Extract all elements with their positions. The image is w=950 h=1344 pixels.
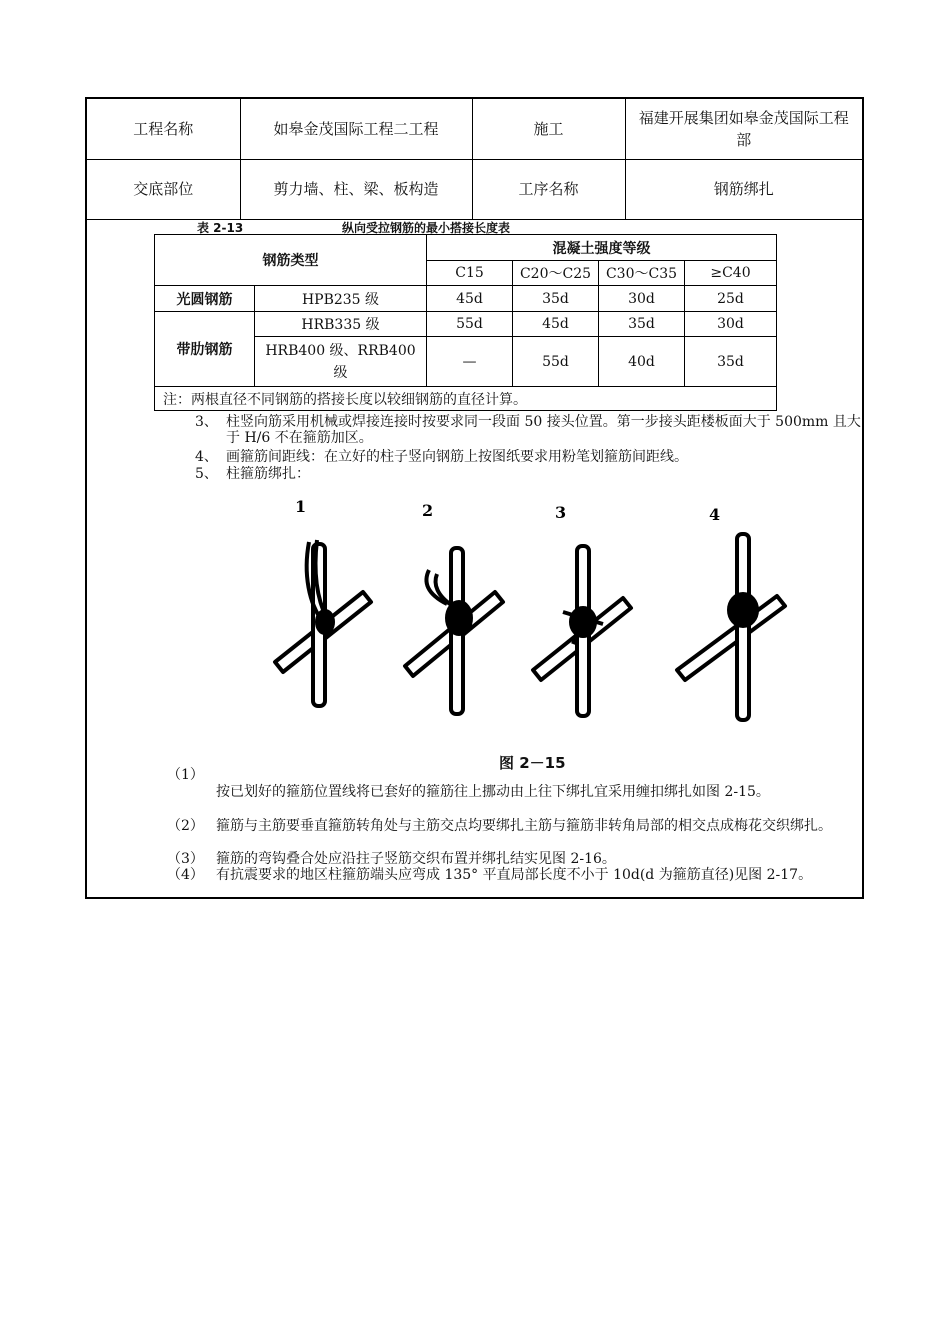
grade-cell: ≥C40: [685, 261, 777, 286]
steel-grade: HPB235 级: [255, 286, 427, 312]
construction-value: 福建开展集团如皋金茂国际工程部: [625, 99, 862, 159]
tie-4-icon: [677, 534, 785, 720]
project-name-label: 工程名称: [87, 99, 240, 159]
value-cell: 45d: [427, 286, 513, 312]
step-text: 柱箍筋绑扎：: [226, 466, 310, 482]
paragraph-number: （3）: [167, 851, 204, 867]
value-cell: 30d: [599, 286, 685, 312]
paragraph-number: （4）: [167, 867, 204, 883]
header-table: [87, 99, 862, 220]
step-text: 画箍筋间距线：在立好的柱子竖向钢筋上按图纸要求用粉笔划箍筋间距线。: [226, 449, 688, 465]
part-value: 剪力墙、柱、梁、板构造: [240, 159, 472, 219]
tie-illustration: [257, 494, 797, 774]
paragraph-text: 箍筋的弯钩叠合处应沿拄子竖筋交织布置并绑扎结实见图 2-16。: [216, 851, 616, 867]
table-title: 纵向受拉钢筋的最小搭接长度表: [342, 221, 511, 235]
grade-cell: C30～C35: [599, 261, 685, 286]
value-cell: 35d: [685, 337, 777, 387]
step-number: 3、: [195, 414, 218, 430]
table-number: 表 2-13: [197, 221, 244, 235]
document-frame: [85, 97, 864, 899]
figure-caption: 图 2－15: [499, 754, 566, 772]
grade-cell: C15: [427, 261, 513, 286]
figure-label: 3: [555, 503, 567, 522]
value-cell: 25d: [685, 286, 777, 312]
paragraph-number: （1）: [167, 767, 204, 783]
paragraph-text: 箍筋与主筋要垂直箍筋转角处与主筋交点均要绑扎主筋与箍筋非转角局部的相交点成梅花交织绑扎。: [216, 818, 832, 834]
step-number: 5、: [195, 466, 218, 482]
value-cell: 30d: [685, 312, 777, 337]
value-cell: 35d: [599, 312, 685, 337]
paragraph-number: （2）: [167, 818, 204, 834]
project-name-value: 如皋金茂国际工程二工程: [240, 99, 472, 159]
steel-grade: HRB335 级: [255, 312, 427, 337]
step-text: 柱竖向筋采用机械或焊接连接时按要求同一段面 50 接头位置。第一步接头距楼板面大于 500mm 且大于 H/6 不在箍筋加区。: [226, 414, 861, 446]
tie-3-icon: [533, 546, 631, 716]
value-cell: —: [427, 337, 513, 387]
group-name: 光圆钢筋: [155, 286, 255, 312]
figure-label: 4: [709, 505, 721, 524]
process-label: 工序名称: [472, 159, 625, 219]
figure-label: 2: [422, 501, 434, 520]
lap-length-table: [154, 234, 777, 411]
tie-1-icon: [275, 540, 371, 706]
step-number: 4、: [195, 449, 218, 465]
value-cell: 40d: [599, 337, 685, 387]
grade-header: 混凝土强度等级: [427, 235, 777, 261]
table-note: 注：两根直径不同钢筋的搭接长度以较细钢筋的直径计算。: [155, 387, 777, 411]
grade-cell: C20～C25: [513, 261, 599, 286]
part-label: 交底部位: [87, 159, 240, 219]
paragraph-text: 按已划好的箍筋位置线将已套好的箍筋往上挪动由上往下绑扎宜采用缠扣绑扎如图 2-15。: [216, 784, 770, 800]
process-value: 钢筋绑扎: [625, 159, 862, 219]
figure-label: 1: [295, 497, 307, 516]
construction-label: 施工: [472, 99, 625, 159]
type-header: 钢筋类型: [155, 235, 427, 286]
group-name: 带肋钢筋: [155, 312, 255, 387]
value-cell: 35d: [513, 286, 599, 312]
paragraph-text: 有抗震要求的地区柱箍筋端头应弯成 135° 平直局部长度不小于 10d(d 为箍筋直径)见图 2-17。: [216, 867, 813, 883]
value-cell: 55d: [427, 312, 513, 337]
steel-grade: HRB400 级、RRB400 级: [255, 337, 427, 387]
tie-2-icon: [405, 548, 503, 714]
value-cell: 45d: [513, 312, 599, 337]
value-cell: 55d: [513, 337, 599, 387]
